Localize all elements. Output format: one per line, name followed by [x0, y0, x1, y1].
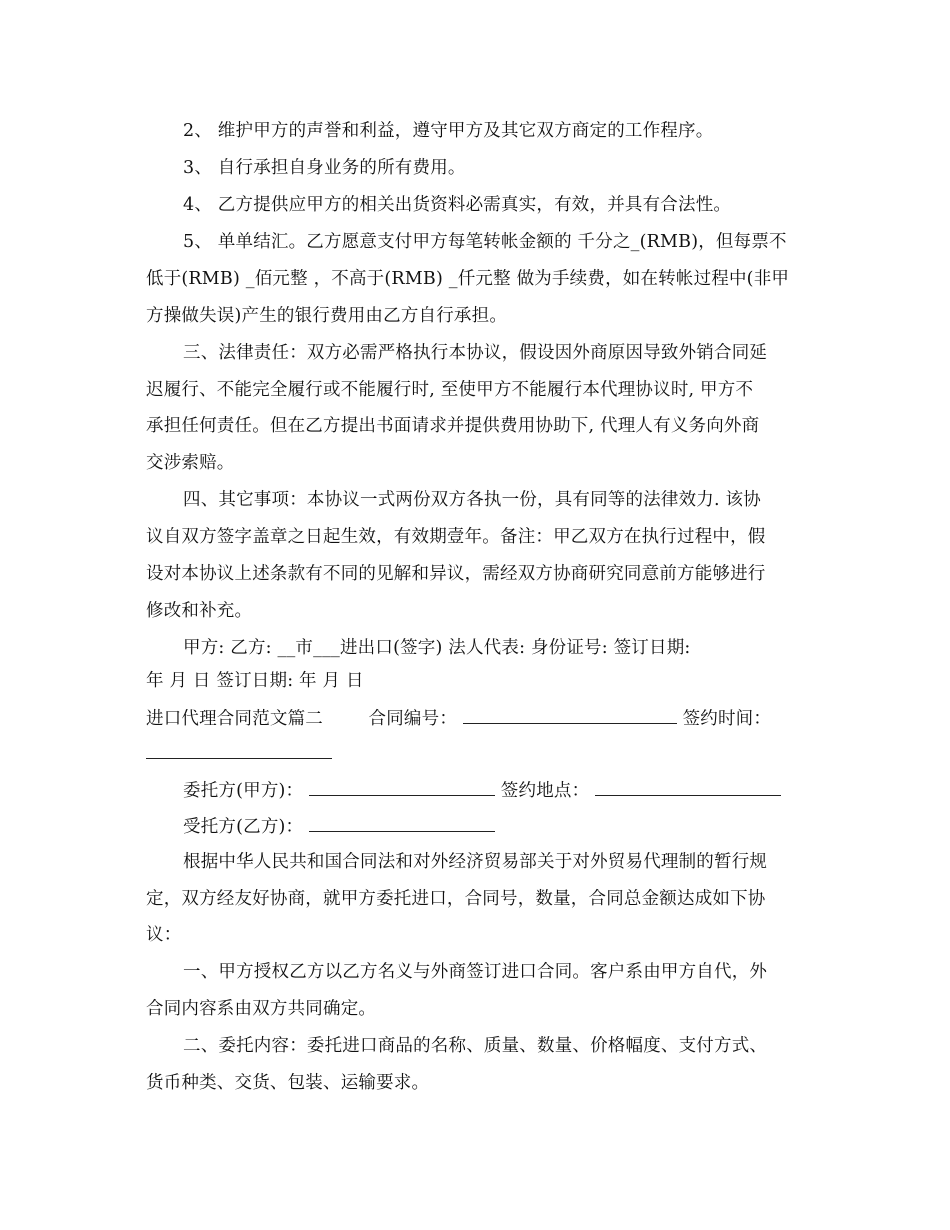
text-line: 承担任何责任。但在乙方提出书面请求并提供费用协助下, 代理人有义务向外商: [146, 416, 760, 436]
text-line: 四、其它事项：本协议一式两份双方各执一份，具有同等的法律效力. 该协: [183, 490, 761, 510]
signature-line: 甲方: 乙方: __市___进出口(签字) 法人代表: 身份证号: 签订日期:: [183, 638, 691, 658]
sign-place-label: 签约地点：: [500, 781, 590, 801]
text-line: 货币种类、交货、包装、运输要求。: [146, 1073, 430, 1093]
text-line: 2、 维护甲方的声誉和利益，遵守甲方及其它双方商定的工作程序。: [183, 121, 714, 141]
client-line: [183, 777, 781, 803]
text-line: 5、 单单结汇。乙方愿意支付甲方每笔转帐金额的 千分之_(RMB)，但每票不: [183, 232, 787, 252]
text-line: 合同内容系由双方共同确定。: [146, 999, 377, 1019]
text-line: 二、委托内容：委托进口商品的名称、质量、数量、价格幅度、支付方式、: [183, 1036, 768, 1056]
contract-number-blank[interactable]: [463, 705, 677, 724]
agent-label: 受托方(乙方)：: [183, 817, 304, 837]
sign-time-blank[interactable]: [146, 740, 332, 759]
text-line: 一、甲方授权乙方以乙方名义与外商签订进口合同。客户系由甲方自代，外: [183, 962, 768, 982]
text-line: 修改和补充。: [146, 601, 253, 621]
text-line: 3、 自行承担自身业务的所有费用。: [183, 158, 466, 178]
text-line: 议自双方签字盖章之日起生效，有效期壹年。备注：甲乙双方在执行过程中，假: [146, 527, 766, 547]
sign-place-blank[interactable]: [595, 777, 781, 796]
sign-time-label: 签约时间：: [682, 709, 772, 729]
text-line: 4、 乙方提供应甲方的相关出货资料必需真实，有效，并具有合法性。: [183, 195, 732, 215]
agent-blank[interactable]: [309, 813, 495, 832]
agent-line: [183, 813, 495, 839]
contract-title: 进口代理合同范文篇二: [146, 709, 323, 729]
text-line: 迟履行、不能完全履行或不能履行时, 至使甲方不能履行本代理协议时, 甲方不: [146, 380, 754, 400]
client-blank[interactable]: [309, 777, 495, 796]
text-line: 方操做失误)产生的银行费用由乙方自行承担。: [146, 306, 508, 326]
sign-time-line: [146, 740, 332, 766]
text-line: 设对本协议上述条款有不同的见解和异议，需经双方协商研究同意前方能够进行: [146, 564, 766, 584]
text-line: 定，双方经友好协商，就甲方委托进口，合同号，数量，合同总金额达成如下协: [146, 889, 766, 909]
date-line: 年 月 日 签订日期: 年 月 日: [146, 671, 364, 691]
text-line: 交涉索赔。: [146, 453, 235, 473]
text-line: 根据中华人民共和国合同法和对外经济贸易部关于对外贸易代理制的暂行规: [183, 852, 768, 872]
text-line: 议：: [146, 925, 182, 945]
client-label: 委托方(甲方)：: [183, 781, 304, 801]
text-line: 三、法律责任：双方必需严格执行本协议，假设因外商原因导致外销合同延: [183, 343, 768, 363]
contract-header-line: [146, 705, 771, 731]
text-line: 低于(RMB) _佰元整 ，不高于(RMB) _仟元整 做为手续费，如在转帐过程中(非甲: [146, 269, 790, 289]
contract-number-label: 合同编号：: [368, 709, 458, 729]
